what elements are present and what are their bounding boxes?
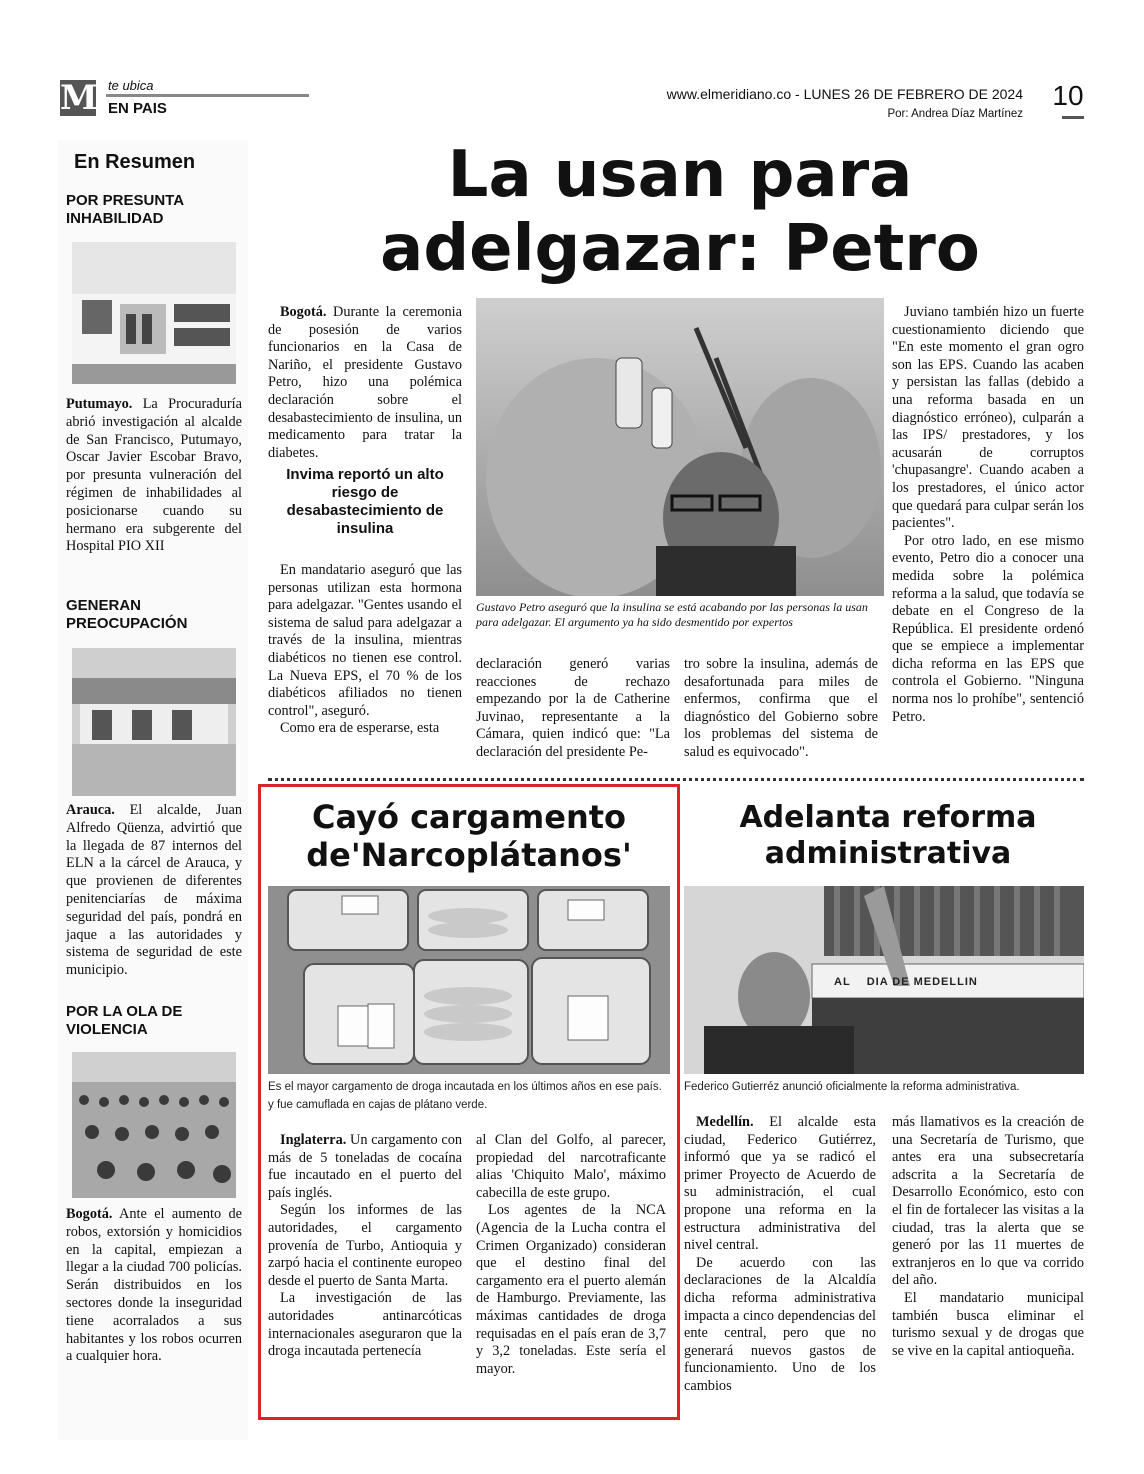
story2-col-2-para-1: al Clan del Golfo, al parecer, propiedad del narcotraficante alias 'Chiquito Malo', máximo cabecilla de este grupo. bbox=[476, 1132, 666, 1201]
section-divider bbox=[268, 778, 1084, 781]
main-col-1-para-3: Como era de esperarse, esta bbox=[280, 720, 440, 737]
story2-caption: Es el mayor cargamento de droga incautada en los últimos años en ese país. y fue camuflada en cajas de plátano verde. bbox=[268, 1081, 662, 1111]
story3-para-1 bbox=[684, 1114, 876, 1255]
section-rule bbox=[106, 94, 309, 97]
story2-headline-line-2: de'Narcoplátanos' bbox=[306, 836, 632, 874]
main-col-3-text: tro sobre la insulina, además de desafortunada para miles de enfermos, confirma que el diagnóstico del Gobierno sobre los problemas del sistema de salud es equivocado". bbox=[684, 656, 878, 760]
main-col-2 bbox=[476, 656, 670, 762]
main-col-4-para-2: Por otro lado, en ese mismo evento, Petro dio a conocer una medida sobre la polémica reforma a la salud, que todavía se debate en el Congreso de la República. El presidente ordenó que se empiece a implementar dicha reforma en las EPS que controla el Gobierno. "Ninguna norma nos lo prohíbe", sentenció Petro. bbox=[892, 532, 1084, 725]
sidebar-body-2: El alcalde, Juan Alfredo Qüenza, advirtió que la llegada de 87 internos del ELN a la cárcel de Arauca, y que provienen de diferentes penitenciarías de máxima seguridad del país, pondrá en jaque a las autoridades y sistema de seguridad de este municipio. bbox=[66, 802, 242, 979]
main-lead: Bogotá. bbox=[280, 304, 327, 320]
sidebar-lead-1: Putumayo. bbox=[66, 396, 133, 412]
section-tag: te ubica bbox=[108, 78, 154, 93]
main-col-4-para-1: Juviano también hizo un fuerte cuestionamiento diciendo que "En este momento el gran ogro son las EPS. Cuando las acaben y persistan las fallas (debido a una reforma basada en un diagnóstico erróneo), culparán a las IPS/ prestadores, y los acusarán de corruptos 'chupasangre'. Cuando acaben a los prestadores, el único actor que quedará para culpar serán los pacientes". bbox=[892, 304, 1084, 532]
byline: Por: Andrea Díaz Martínez bbox=[887, 108, 1023, 120]
sidebar-text-1 bbox=[66, 396, 242, 556]
site-date: www.elmeridiano.co - LUNES 26 DE FEBRERO DE 2024 bbox=[666, 86, 1023, 102]
main-col-4 bbox=[892, 304, 1084, 726]
story2-para-2: Según los informes de las autoridades, el cargamento provenía de Turbo, Antioquia y zarpó hacia el continente europeo desde el puerto de Santa Marta. bbox=[268, 1202, 462, 1289]
story3-headline bbox=[680, 800, 1096, 872]
main-subhead: Invima reportó un alto riesgo de desabastecimiento de insulina bbox=[286, 466, 444, 537]
main-col-1-text-1: Durante la ceremonia de posesión de varios funcionarios en la Casa de Nariño, el presidente Gustavo Petro, hizo una polémica declaración sobre el desabastecimiento de insulina, un medicamento para tratar la diabetes. bbox=[268, 304, 462, 461]
main-col-3 bbox=[684, 656, 878, 762]
sidebar-heading-3: POR LA OLA DE VIOLENCIA bbox=[66, 1003, 183, 1038]
main-photo-petro bbox=[476, 298, 884, 596]
story2-text-1: Un cargamento con más de 5 toneladas de cocaína fue incautado en el puerto del país inglés. bbox=[268, 1132, 462, 1201]
logo-letter: M bbox=[60, 78, 98, 118]
story2-photo-boxes bbox=[268, 886, 670, 1074]
sidebar-text-3 bbox=[66, 1206, 242, 1366]
main-photo-caption: Gustavo Petro aseguró que la insulina se está acabando por las personas la usan para adelgazar. El argumento ya ha sido desmentido por expertos bbox=[476, 600, 868, 629]
story2-para-1 bbox=[268, 1132, 462, 1202]
story3-text-1: El alcalde esta ciudad, Federico Gutiérrez, informó que ya se radicó el primer Proyecto de Acuerdo de su administración, el cual propone una reforma en la estructura administrativa del nivel central. bbox=[684, 1114, 876, 1254]
sidebar-lead-2: Arauca. bbox=[66, 802, 115, 818]
sidebar-body-3: Ante el aumento de robos, extorsión y homicidios en la capital, empiezan a llegar a la ciudad 700 policías. Serán distribuidos en los sectores donde la inseguridad tiene acorralados a sus habitantes y los robos ocurren a cualquier hora. bbox=[66, 1206, 242, 1365]
sidebar-lead-3: Bogotá. bbox=[66, 1206, 113, 1222]
sidebar-photo-prison bbox=[72, 648, 236, 796]
story3-col-2-para-2: El mandatario municipal también busca eliminar el turismo sexual y de drogas que se vive en la capital antioqueña. bbox=[892, 1289, 1084, 1359]
story3-col-2 bbox=[892, 1114, 1084, 1360]
story3-headline-line-1: Adelanta reforma bbox=[739, 800, 1037, 835]
page-number: 10 bbox=[1052, 80, 1084, 111]
sidebar-photo-police bbox=[72, 1052, 236, 1198]
story2-col-2-para-2: Los agentes de la NCA (Agencia de la Lucha contra el Crimen Organizado) consideran que el destino final del cargamento era el puerto alemán de Hamburgo. Previamente, las máximas cantidades de droga requisadas en el país eran de 3,7 y 3,2 toneladas. Este sería el mayor. bbox=[476, 1202, 666, 1377]
story3-col-1 bbox=[684, 1114, 876, 1396]
story2-lead: Inglaterra. bbox=[280, 1132, 347, 1148]
section-name: EN PAIS bbox=[108, 100, 167, 117]
main-headline-line-2: adelgazar: Petro bbox=[380, 212, 980, 286]
main-col-1b bbox=[268, 562, 462, 738]
main-col-1 bbox=[268, 304, 462, 462]
main-headline-line-1: La usan para bbox=[447, 138, 913, 212]
story2-col-2 bbox=[476, 1132, 666, 1378]
story3-col-2-para-1: más llamativos es la creación de una Secretaría de Turismo, que antes era una subsecretaría adscrita a la Secretaría de Desarrollo Económico, esto con el fin de fortalecer las visitas a la ciudad, tras la alerta que se generó por las 11 muertes de extranjeros en lo que va corrido del año. bbox=[892, 1114, 1084, 1289]
story3-lead: Medellín. bbox=[696, 1114, 754, 1130]
main-col-1-para-1 bbox=[268, 304, 462, 462]
sidebar-heading-2: GENERAN PREOCUPACIÓN bbox=[66, 597, 188, 632]
main-headline bbox=[260, 138, 1100, 286]
logo bbox=[60, 80, 96, 116]
sidebar-heading-1: POR PRESUNTA INHABILIDAD bbox=[66, 192, 184, 227]
story2-headline bbox=[264, 798, 674, 874]
story3-para-2: De acuerdo con las declaraciones de la Alcaldía dicha reforma administrativa impacta a cinco dependencias del ente central, pero que no generará nuevos gastos de funcionamiento. Uno de los cambios bbox=[684, 1254, 876, 1394]
page-number-rule bbox=[1062, 116, 1084, 119]
story3-photo-gutierrez bbox=[684, 886, 1084, 1074]
main-col-1-para-2: En mandatario aseguró que las personas utilizan esta hormona para adelgazar. "Gentes usando el sistema de salud para adelgazar a través de la insulina, mientras diabéticos no tienen ese control. La Nueva EPS, el 70 % de los diabéticos afiliados no tienen control", aseguró. bbox=[268, 562, 462, 719]
masthead bbox=[60, 78, 1090, 128]
story3-photo-sign: AL DIA DE MEDELLIN bbox=[834, 976, 978, 988]
story3-headline-line-2: administrativa bbox=[764, 836, 1012, 871]
story2-headline-line-1: Cayó cargamento bbox=[311, 798, 627, 836]
story2-para-3: La investigación de las autoridades antinarcóticas internacionales aseguraron que la droga incautada pertenecía bbox=[268, 1290, 462, 1360]
sidebar-body-1: La Procuraduría abrió investigación al alcalde de San Francisco, Putumayo, Oscar Javier Escobar Bravo, por presunta vulneración del régimen de inhabilidades al posicionarse cuando su hermano era subgerente del Hospital PIO XII bbox=[66, 396, 242, 555]
sidebar-title: En Resumen bbox=[74, 151, 196, 173]
story3-caption: Federico Gutierréz anunció oficialmente la reforma administrativa. bbox=[684, 1081, 1020, 1093]
sidebar-text-2 bbox=[66, 802, 242, 980]
story2-col-1 bbox=[268, 1132, 462, 1361]
sidebar-photo-building bbox=[72, 242, 236, 384]
main-col-2-text: declaración generó varias reacciones de rechazo empezando por la de Catherine Juvinao, representante a la Cámara, quien indicó que: "La declaración del presidente Pe- bbox=[476, 656, 670, 760]
